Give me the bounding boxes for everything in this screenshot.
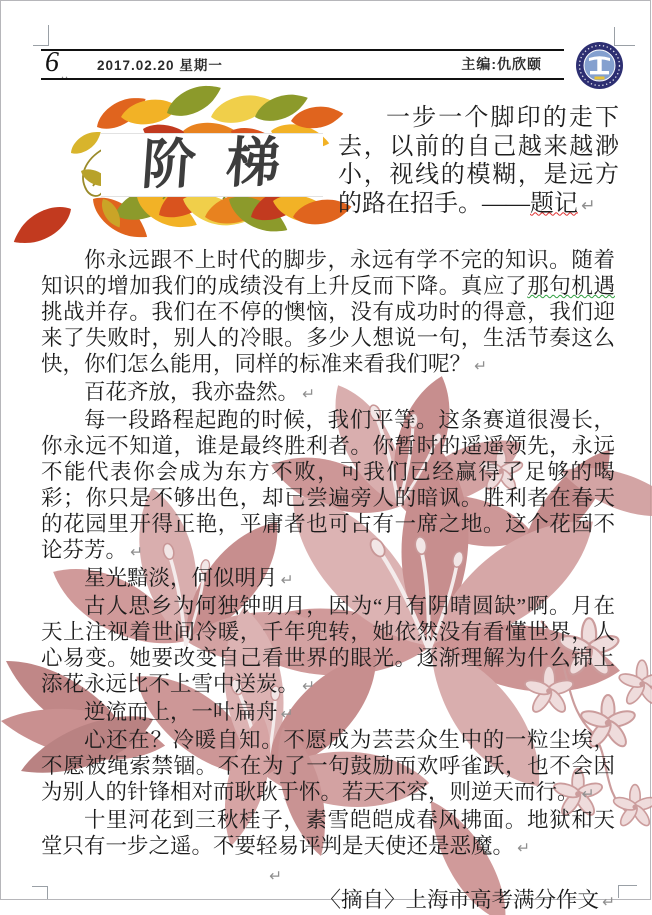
page-number: 6 [45,47,59,78]
header-rule-bottom [41,78,564,80]
article-paragraph [41,247,615,379]
paragraph-mark: ↵ [302,385,315,403]
masthead [63,87,321,239]
paragraph-mark: ↵ [302,677,315,695]
school-emblem-icon [575,41,624,90]
article-paragraph [41,407,615,565]
source-attribution [41,887,615,915]
paragraph-text: 逆流而上，一叶扁舟 [84,700,278,724]
article-paragraph [41,565,615,593]
article-paragraph [41,807,615,861]
paragraph-text: 心还在？冷暖自知。不愿成为芸芸众生中的一粒尘埃，不愿被绳索禁锢。不在为了一句鼓励而欢呼雀跃，也不会因为别人的针锋相对而耿耿于怀。若天不容，则逆天而行。 [41,728,615,804]
article-paragraph [41,727,615,807]
article-body [41,247,615,915]
text-boundary-mark-bottom-right [618,885,637,898]
epigraph [338,104,619,220]
paragraph-text: 星光黯淡，何似明月 [84,566,278,590]
grammar-marked-text: 那句机遇 [527,274,615,298]
paragraph-text: 挑战并存。我们在不停的懊恼，没有成功时的得意，我们迎来了失败时，别人的冷眼。多少人想说一句，生活节奏这么快，你们怎么能用，同样的标准来看我们呢？ [41,300,615,376]
paragraph-text: 百花齐放，我亦盎然。 [84,380,300,404]
article-paragraph [41,379,615,407]
paragraph-text: 十里河花到三秋桂子，素雪皑皑成春风拂面。地狱和天堂只有一步之遥。不要轻易评判是天使还是恶魔。 [41,808,615,858]
paragraph-mark: ↵ [269,867,282,885]
attribution-text: 〈摘自〉上海市高考满分作文 [319,888,600,912]
issue-date: 2017.02.20 星期一 [97,58,223,73]
paragraph-mark: ↵ [581,195,596,216]
paragraph-mark: ↵ [581,785,595,803]
paragraph-mark: ↵ [474,357,487,375]
paragraph-mark: ↵ [130,543,143,561]
paragraph-mark: ↵ [280,571,294,589]
spellcheck-marked-text: 题记 [530,190,578,217]
epigraph-text: 一步一个脚印的走下去，以前的自己越来越渺小，视线的模糊，是远方的路在招手。—— [338,105,619,217]
paragraph-text: 每一段路程起跑的时候，我们平等。这条赛道很漫长，你永远不知道，谁是最终胜利者。你暂时的遥遥领先，永远不能代表你会成为东方不败，可我们已经赢得了足够的喝彩；你只是不够出色，却已尝遍旁人的暗讽。胜利者在春天的花园里开得正艳，平庸者也可占有一席之地。这个花园不论芬芳。 [41,408,615,562]
paragraph-mark: ↵ [280,705,294,723]
editor-credit: 主编:仇欣颐 [461,56,542,72]
masthead-title: 阶梯 [139,132,313,196]
formatting-dots: .. [61,67,69,81]
header-rule-top [41,49,564,51]
paragraph-text: 古人思乡为何独钟明月，因为“月有阴晴圆缺”啊。月在天上注视着世间冷暖，千年兜转，她依然没有看懂世界，人心易变。她要改变自己看世界的眼光。逐渐理解为什么锦上添花永远比不上雪中送炭。 [41,594,615,696]
paragraph-mark: ↵ [602,893,615,911]
article-paragraph [41,699,615,727]
paragraph-mark: ↵ [517,839,530,857]
empty-paragraph [41,861,615,887]
article-paragraph [41,593,615,699]
text-boundary-mark-top-left [33,25,49,46]
paragraph-text: 你永远跟不上时代的脚步，永远有学不完的知识。随着知识的增加我们的成绩没有上升反而下降。真应了 [41,248,615,298]
